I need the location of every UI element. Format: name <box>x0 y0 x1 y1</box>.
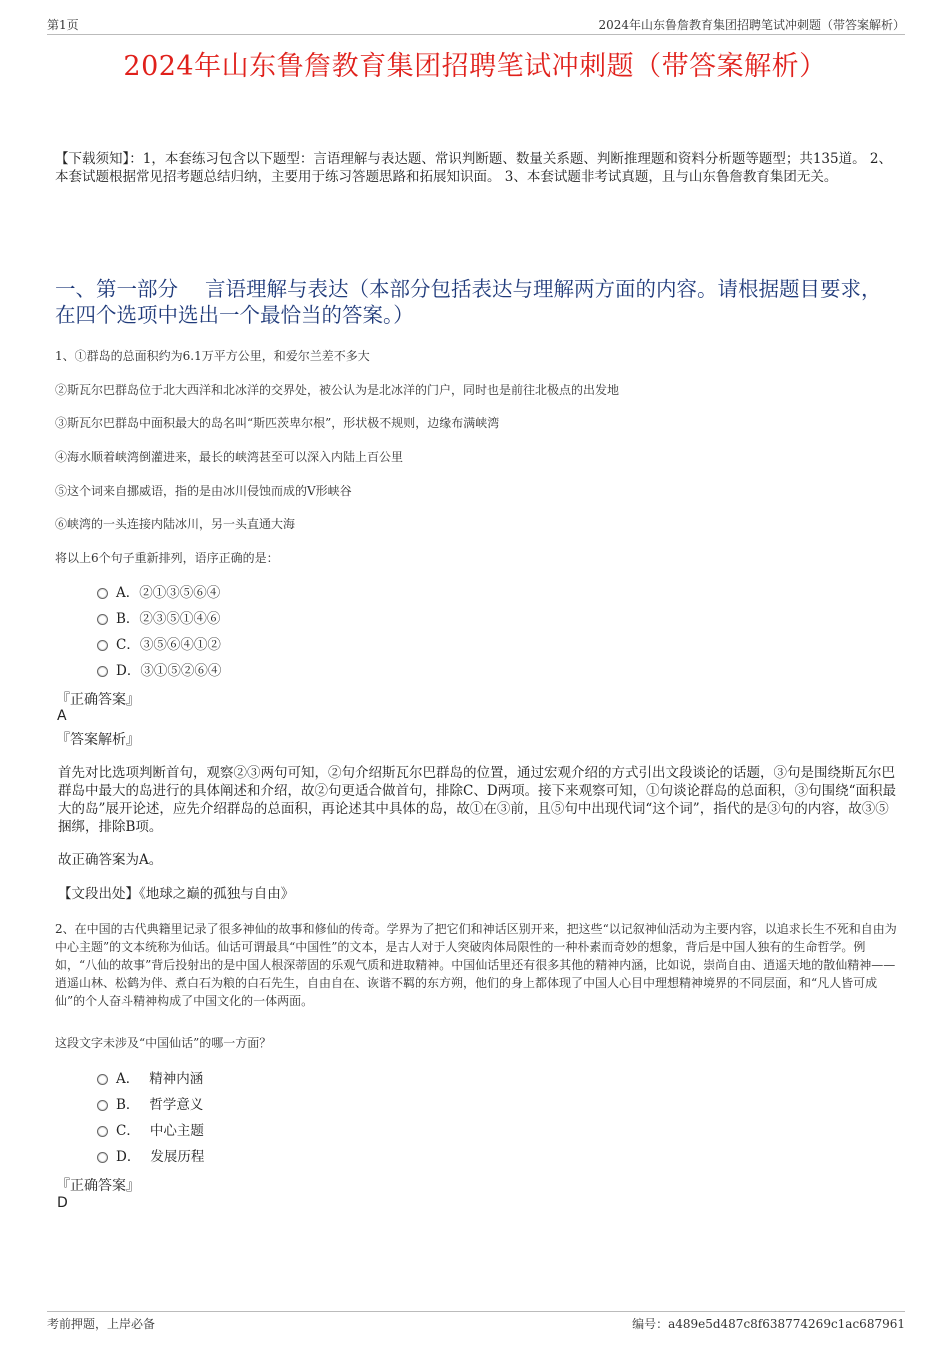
q2-passage: 2、在中国的古代典籍里记录了很多神仙的故事和修仙的传奇。学界为了把它们和神话区别开来，把这些“以记叙神仙活动为主要内容，以追求长生不死和自由为中心主题”的文本统称为仙话。仙话可谓最具“中国性”的文本，是古人对于人突破肉体局限性的一种朴素而奇妙的想象，背后是中国人独有的生命哲学。例如，“八仙的故事”背后投射出的是中国人根深蒂固的乐观气质和进取精神。中国仙话里还有很多其他的精神内涵，比如说，崇尚自由、逍遥天地的散仙精神——逍遥山林、松鹤为伴、煮白石为粮的白石先生，自由自在、诙谐不羁的东方朔，他们的身上都体现了中国人心目中理想精神境界的不同层面，和“凡人皆可成仙”的个人奋斗精神构成了中国文化的一体两面。 <box>55 922 897 1008</box>
radio-icon[interactable] <box>97 1126 108 1137</box>
q1-sentence-5: ⑤这个词来自挪威语，指的是由冰川侵蚀而成的V形峡谷 <box>55 484 352 498</box>
page-header <box>47 14 905 35</box>
q1-answer-label: 『正确答案』 <box>56 692 140 708</box>
q1-sentence-1: 1、①群岛的总面积约为6.1万平方公里，和爱尔兰差不多大 <box>55 349 370 363</box>
q2-option-b[interactable]: B． 哲学意义 <box>97 1095 203 1115</box>
q1-source: 【文段出处】《地球之巅的孤独与自由》 <box>58 886 295 902</box>
q1-sentence-4: ④海水顺着峡湾倒灌进来，最长的峡湾甚至可以深入内陆上百公里 <box>55 450 404 464</box>
q1-conclusion: 故正确答案为A。 <box>58 852 163 868</box>
q2-option-c[interactable]: C． 中心主题 <box>97 1121 204 1141</box>
q2-answer-label: 『正确答案』 <box>56 1178 140 1194</box>
q1-sentence-3: ③斯瓦尔巴群岛中面积最大的岛名叫“斯匹茨卑尔根”，形状极不规则，边缘布满峡湾 <box>55 416 500 430</box>
radio-icon[interactable] <box>97 614 108 625</box>
footer-slogan: 考前押题，上岸必备 <box>47 1317 156 1331</box>
footer-doc-id: 编号：a489e5d487c8f638774269c1ac687961 <box>632 1317 905 1331</box>
radio-icon[interactable] <box>97 1074 108 1085</box>
radio-icon[interactable] <box>97 666 108 677</box>
q2-answer: D <box>57 1195 68 1211</box>
q1-option-a[interactable]: A．②①③⑤⑥④ <box>97 583 220 603</box>
q1-analysis-label: 『答案解析』 <box>56 732 140 748</box>
q1-option-d[interactable]: D．③①⑤②⑥④ <box>97 661 221 681</box>
q2-question: 这段文字未涉及“中国仙话”的哪一方面？ <box>55 1036 272 1050</box>
q1-analysis: 首先对比选项判断首句，观察②③两句可知，②句介绍斯瓦尔巴群岛的位置，通过宏观介绍的方式引出文段谈论的话题，③句是围绕斯瓦尔巴群岛中最大的岛进行的具体阐述和介绍，故②句更适合做首句，排除C、D两项。接下来观察可知，①句谈论群岛的总面积，③句围绕“面积最大的岛”展开论述，应先介绍群岛的总面积，再论述其中具体的岛，故①在③前，且⑤句中出现代词“这个词”，指代的是③句的内容，故③⑤捆绑，排除B项。 <box>58 765 897 835</box>
q2-option-a[interactable]: A． 精神内涵 <box>97 1069 203 1089</box>
q1-option-b[interactable]: B．②③⑤①④⑥ <box>97 609 220 629</box>
page-number: 第1页 <box>47 18 79 32</box>
radio-icon[interactable] <box>97 588 108 599</box>
q1-sentence-2: ②斯瓦尔巴群岛位于北大西洋和北冰洋的交界处，被公认为是北冰洋的门户，同时也是前往北极点的出发地 <box>55 383 620 397</box>
q1-sentence-6: ⑥峡湾的一头连接内陆冰川，另一头直通大海 <box>55 517 296 531</box>
radio-icon[interactable] <box>97 640 108 651</box>
download-notice: 【下载须知】：1，本套练习包含以下题型：言语理解与表达题、常识判断题、数量关系题、判断推理题和资料分析题等题型；共135道。 2、本套试题根据常见招考题总结归纳，主要用于练习答题思路和拓展知识面。 3、本套试题非考试真题，且与山东鲁詹教育集团无关。 <box>55 151 892 185</box>
q1-option-c[interactable]: C．③⑤⑥④①② <box>97 635 221 655</box>
section-heading: 一、第一部分 言语理解与表达（本部分包括表达与理解两方面的内容。请根据题目要求，在四个选项中选出一个最恰当的答案。） <box>55 277 882 327</box>
q2-option-d[interactable]: D． 发展历程 <box>97 1147 204 1167</box>
radio-icon[interactable] <box>97 1100 108 1111</box>
q1-answer: A <box>57 708 67 724</box>
header-doc-title: 2024年山东鲁詹教育集团招聘笔试冲刺题（带答案解析） <box>598 18 905 32</box>
q1-prompt: 将以上6个句子重新排列，语序正确的是： <box>55 551 279 565</box>
radio-icon[interactable] <box>97 1152 108 1163</box>
page-footer <box>47 1311 905 1331</box>
document-title: 2024年山东鲁詹教育集团招聘笔试冲刺题（带答案解析） <box>123 51 827 82</box>
